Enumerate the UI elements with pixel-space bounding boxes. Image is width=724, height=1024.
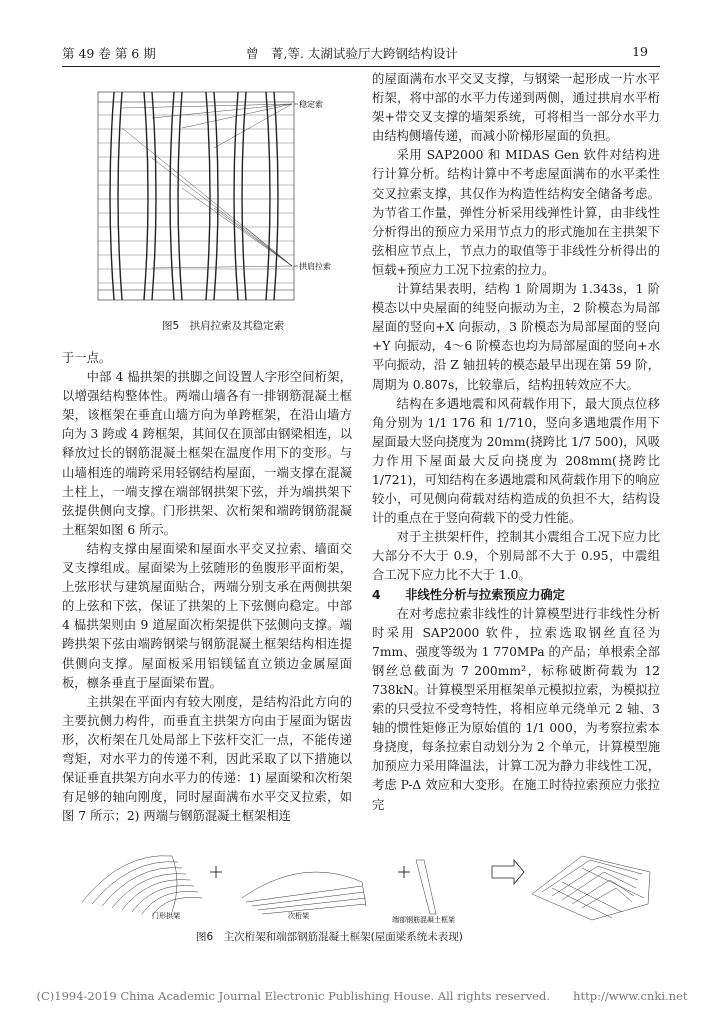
- right-column: [372, 70, 660, 815]
- left-column: [62, 349, 352, 826]
- figure6-drawing: [62, 842, 660, 924]
- paragraph: 主拱架在平面内有较大刚度，是结构沿此方向的主要抗侧力构件，而垂直主拱架方向由于屋面为锯齿形，次桁架在几处局部上下弦杆交汇一点，不能传递弯矩，对水平力的传递不利，因此采取了以下措施以保证垂直拱架方向水平力的传递：1) 屋面梁和次桁架有足够的轴向刚度，同时屋面满布水平交叉拉索，如图 7 所示；2) 两端与钢筋混凝土框架相连: [62, 694, 352, 824]
- paragraph: 结构在多遇地震和风荷载作用下，最大顶点位移角分别为 1/1 176 和 1/710，竖向多遇地震作用下屋面最大竖向挠度为 20mm(挠跨比 1/7 500)，风吸力作用下屋面最大反向挠度为 208mm(挠跨比 1/721)，可知结构在多遇地震和风荷载作用下的响应较小，可见侧向荷载对结构造成的负担不大，结构设计的重点在于竖向荷载下的受力性能。: [372, 396, 661, 526]
- header-rule: [62, 66, 660, 67]
- fig6-label-b: 次桁架: [288, 912, 309, 920]
- copyright-footer: (C)1994-2019 China Academic Journal Electronic Publishing House. All rights reserved. http://www.cnki.net: [36, 989, 688, 1003]
- journal-issue: 第 49 卷 第 6 期: [62, 46, 156, 61]
- fig6-label-a: 门形拱架: [152, 912, 180, 920]
- figure6-caption: 图6 主次桁架和端部钢筋混凝土框架(屋面梁系统未表现): [196, 931, 463, 943]
- figure5-drawing: [92, 88, 352, 306]
- paragraph: 对于主拱架杆件，控制其小震组合工况下应力比大部分不大于 0.9，个别局部不大于 0.95，中震组合工况下应力比不大于 1.0。: [372, 530, 660, 583]
- fig5-label-stable: 稳定索: [299, 100, 323, 109]
- paragraph: 采用 SAP2000 和 MIDAS Gen 软件对结构进行计算分析。结构计算中不考虑屋面满布的水平柔性交叉拉索支撑，其仅作为构造性结构安全储备考虑。为节省工作量，弹性分析采用线弹性计算，由非线性分析得出的预应力采用节点力的形式施加在主拱架下弦相应节点上，节点力的取值等于非线性分析得出的恒载+预应力工况下拉索的拉力。: [372, 148, 660, 277]
- paragraph: 的屋面满布水平交叉支撑，与钢梁一起形成一片水平桁架，将中部的水平力传递到两侧，通过拱肩水平桁架+带交叉支撑的墙架系统，可将相当一部分水平力由结构侧墙传递，而减小阶梯形屋面的负担。: [372, 72, 660, 144]
- figure5-caption: 图5 拱肩拉索及其稳定索: [162, 320, 285, 332]
- paragraph: 于一点。: [62, 351, 112, 365]
- paragraph: 中部 4 榀拱架的拱脚之间设置人字形空间桁架，以增强结构整体性。两端山墙各有一排钢筋混凝土框架，该框架在垂直山墙方向为单跨框架，在沿山墙方向为 3 跨或 4 跨框架，其间仅在顶部由钢梁相连，以释放过长的钢筋混凝土框架在温度作用下的变形。与山墙相连的端跨采用轻钢结构屋面，一端支撑在混凝土柱上，一端支撑在端部钢拱架下弦，并为端拱架下弦提供侧向支撑。门形拱架、次桁架和端跨钢筋混凝土框架如图 6 所示。: [62, 370, 352, 537]
- paragraph: 在对考虑拉索非线性的计算模型进行非线性分析时采用 SAP2000 软件，拉索选取钢丝直径为 7mm、强度等级为 1 770MPa 的产品；单根索全部钢丝总截面为 7 200mm²，标称破断荷载为 12 738kN。计算模型采用框架单元模拟拉索，为模拟拉索的只受拉不受弯特性，将相应单元绕单元 2 轴、3 轴的惯性矩修正为原始值的 1/1 000，为考察拉索本身挠度，每条拉索自动划分为 2 个单元，计算模型施加预应力采用降温法，计算工况为静力非线性工况，考虑 P-Δ 效应和大变形。在施工时待拉索预应力张拉完: [372, 606, 660, 812]
- paragraph: 结构支撑由屋面梁和屋面水平交叉拉索、墙面交叉支撑组成。屋面梁为上弦随形的鱼腹形平面桁架，上弦形状与建筑屋面贴合，两端分别支承在两侧拱架的上弦和下弦，保证了拱架的上下弦侧向稳定。中部 4 榀拱架则由 9 道屋面次桁架提供下弦侧向支撑。端跨拱架下弦由端跨钢梁与钢筋混凝土框架结构相连提供侧向支撑。屋面板采用铝镁锰直立锁边金属屋面板，檩条垂直于屋面梁布置。: [62, 541, 352, 690]
- running-title: 曾 菁,等. 太湖试验厅大跨钢结构设计: [246, 46, 458, 61]
- paragraph: 计算结果表明，结构 1 阶周期为 1.343s，1 阶模态以中央屋面的纯竖向振动为主，2 阶模态为局部屋面的竖向+X 向振动，3 阶模态为局部屋面的竖向+Y 向振动，4～6 阶模态也均为局部屋面的竖向+水平向振动，沿 Z 轴扭转的模态最早出现在第 59 阶，周期为 0.807s，比较靠后，结构扭转效应不大。: [372, 282, 660, 392]
- fig5-label-cable: 拱肩拉索: [299, 262, 331, 271]
- section-heading: 4 非线性分析与拉索预应力确定: [372, 587, 566, 602]
- page-number: 19: [632, 44, 648, 59]
- fig6-label-c: 端部钢筋混凝土框架: [392, 916, 455, 924]
